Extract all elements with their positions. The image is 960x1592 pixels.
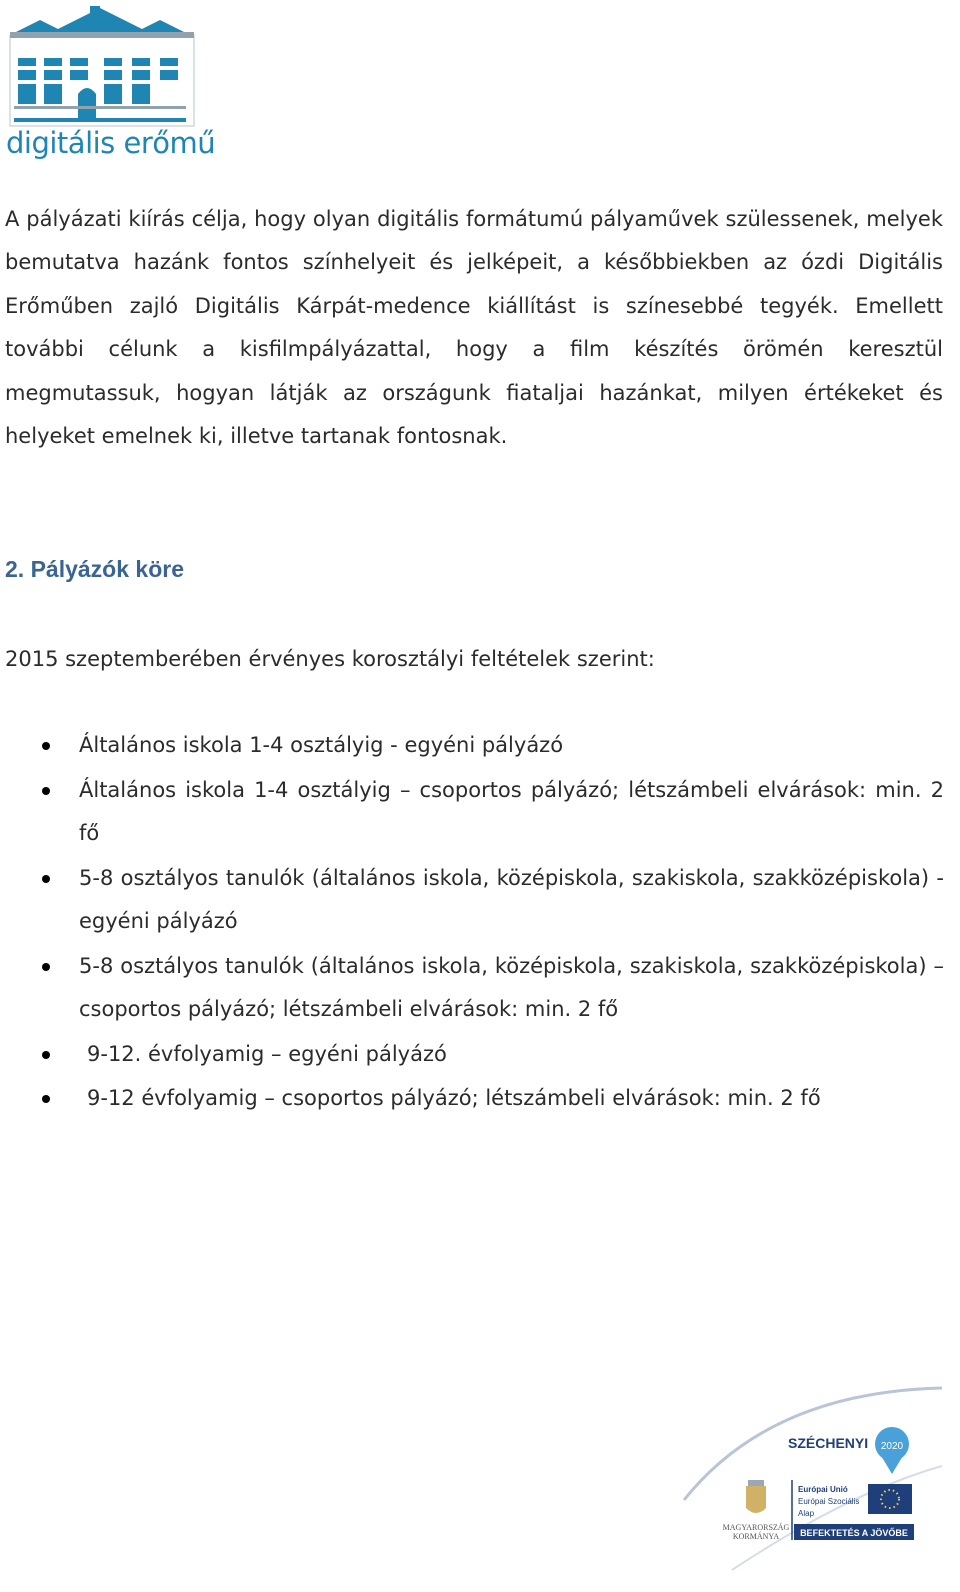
eu-line-2: Európai Szociális	[798, 1497, 860, 1506]
eu-line-3: Alap	[798, 1509, 815, 1518]
list-item	[0, 857, 944, 944]
list-item	[0, 724, 944, 768]
hungary-coat-of-arms-icon	[746, 1480, 766, 1513]
gov-line-2: KORMÁNYA	[732, 1532, 780, 1541]
list-item	[0, 769, 944, 856]
building-icon	[10, 6, 194, 126]
section-intro: 2015 szeptemberében érvényes korosztályi feltételek szerint:	[5, 647, 655, 671]
gov-line-1: MAGYARORSZÁG	[722, 1523, 790, 1532]
bullet-icon	[42, 742, 50, 750]
bullet-icon	[42, 787, 50, 795]
szechenyi-2020-logo	[680, 1380, 944, 1576]
bullet-icon	[42, 875, 50, 883]
bullet-icon	[42, 1051, 50, 1059]
list-item	[0, 945, 944, 1032]
slogan-label: BEFEKTETÉS A JÖVŐBE	[800, 1528, 908, 1538]
bullet-icon	[42, 963, 50, 971]
eu-flag-icon	[868, 1484, 912, 1514]
bullet-icon	[42, 1095, 50, 1103]
list-item-text: 9-12 évfolyamig – csoportos pályázó; létszámbeli elvárások: min. 2 fő	[87, 1086, 821, 1110]
year-label: 2020	[880, 1441, 904, 1452]
list-item-text: 9-12. évfolyamig – egyéni pályázó	[87, 1041, 447, 1066]
list-item	[0, 1077, 944, 1121]
eligibility-list	[0, 724, 944, 1122]
list-item-text: Általános iskola 1-4 osztályig - egyéni pályázó	[79, 733, 564, 757]
szechenyi-label: SZÉCHENYI	[788, 1435, 869, 1451]
logo-text: digitális erőmű	[6, 126, 216, 160]
section-heading: 2. Pályázók köre	[5, 556, 184, 582]
intro-paragraph: A pályázati kiírás célja, hogy olyan digitális formátumú pályaművek szülessenek, melyek bemutatva hazánk fontos színhelyeit és jelképeit, a későbbiekben az ózdi Digitális Erőműben zajló Digitális Kárpát-medence kiállítást is színesebbé tegyék. Emellett további célunk a kisfilmpályázattal, hogy a film készítés örömén keresztül megmutassuk, hogyan látják az országunk fiataljai hazánkat, milyen értékeket és helyeket emelnek ki, illetve tartanak fontosnak.	[5, 207, 943, 449]
list-item-text: Általános iskola 1-4 osztályig – csoportos pályázó; létszámbeli elvárások: min. 2 fő	[79, 777, 944, 845]
list-item-text: 5-8 osztályos tanulók (általános iskola, középiskola, szakiskola, szakközépiskola) - egyéni pályázó	[79, 865, 944, 933]
eu-line-1: Európai Unió	[798, 1485, 848, 1494]
list-item-text: 5-8 osztályos tanulók (általános iskola, középiskola, szakiskola, szakközépiskola) – csoportos pályázó; létszámbeli elvárások: min. 2 fő	[79, 953, 944, 1021]
list-item	[0, 1033, 944, 1077]
